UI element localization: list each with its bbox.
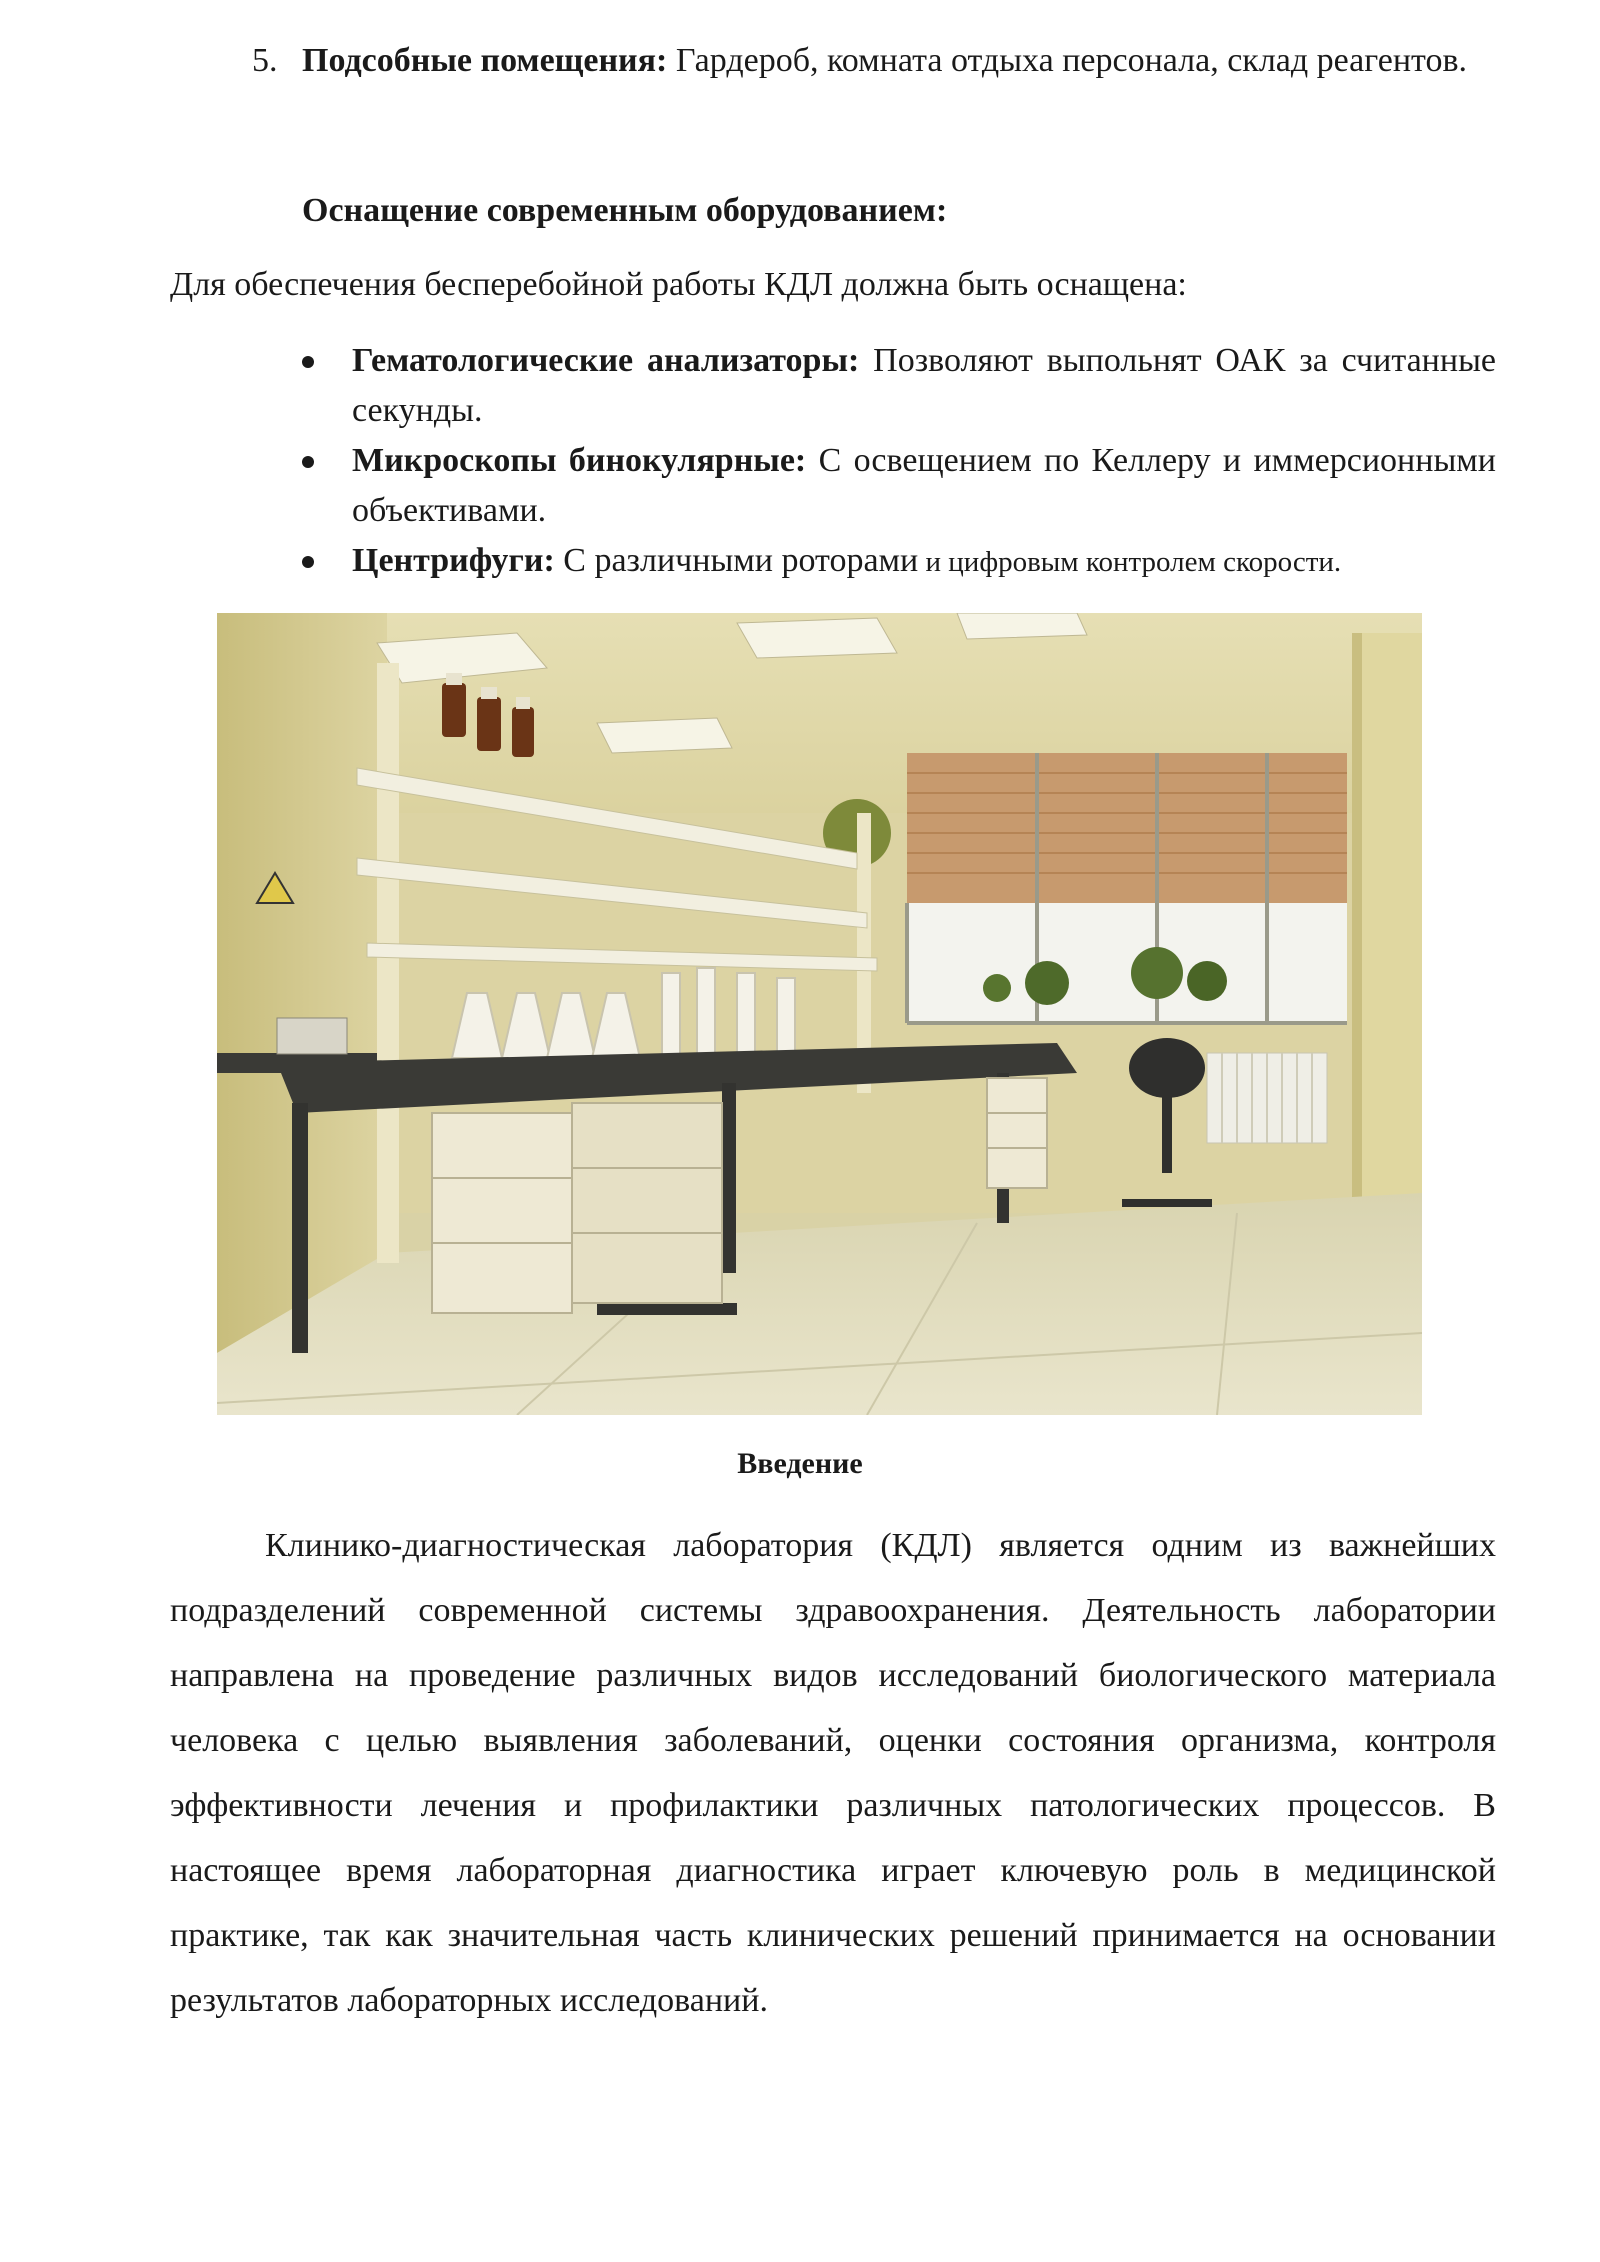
equipment-list bbox=[302, 336, 1496, 587]
bullet-icon bbox=[302, 456, 314, 468]
introduction-paragraph: Клинико-диагностическая лаборатория (КДЛ) является одним из важнейших подразделений современной системы здравоохранения. Деятельность лаборатории направлена на проведение различных видов исследований биологического материала человека с целью выявления заболеваний, оценки состояния организма, контроля эффективности лечения и профилактики различных патологических процессов. В настоящее время лабораторная диагностика играет ключевую роль в медицинской практике, так как значительная часть клинических решений принимается на основании результатов лабораторных исследований. bbox=[170, 1527, 1496, 2019]
laboratory-photo bbox=[217, 613, 1422, 1415]
introduction-title: Введение bbox=[737, 1447, 863, 1480]
equipment-heading: Оснащение современным оборудованием: bbox=[302, 192, 948, 229]
list-item-text: Гардероб, комната отдыха персонала, склад реагентов. bbox=[667, 42, 1468, 79]
equipment-item bbox=[302, 436, 1496, 536]
equipment-item bbox=[302, 336, 1496, 436]
equipment-item-text: С различными роторами bbox=[554, 542, 919, 579]
list-item-label: Подсобные помещения: bbox=[302, 42, 668, 79]
bullet-icon bbox=[302, 556, 314, 568]
equipment-item-text: С освещением по Келлеру и иммерсионными объективами. bbox=[352, 442, 1496, 529]
equipment-item-small-text: и цифровым контролем скорости. bbox=[918, 546, 1342, 578]
list-item-body bbox=[302, 36, 1496, 86]
equipment-item bbox=[302, 536, 1496, 587]
equipment-item-text: Позволяют выпольнят ОАК за считанные секунды. bbox=[352, 342, 1497, 429]
equipment-item-label: Микроскопы бинокулярные: bbox=[352, 442, 807, 479]
bullet-icon bbox=[302, 356, 314, 368]
list-number: 5. bbox=[252, 42, 278, 79]
equipment-item-label: Гематологические анализаторы: bbox=[352, 342, 860, 379]
list-item-5 bbox=[252, 36, 1496, 86]
laboratory-photo-icon bbox=[217, 613, 1422, 1415]
equipment-intro: Для обеспечения бесперебойной работы КДЛ должна быть оснащена: bbox=[170, 266, 1187, 303]
equipment-item-label: Центрифуги: bbox=[352, 542, 555, 579]
